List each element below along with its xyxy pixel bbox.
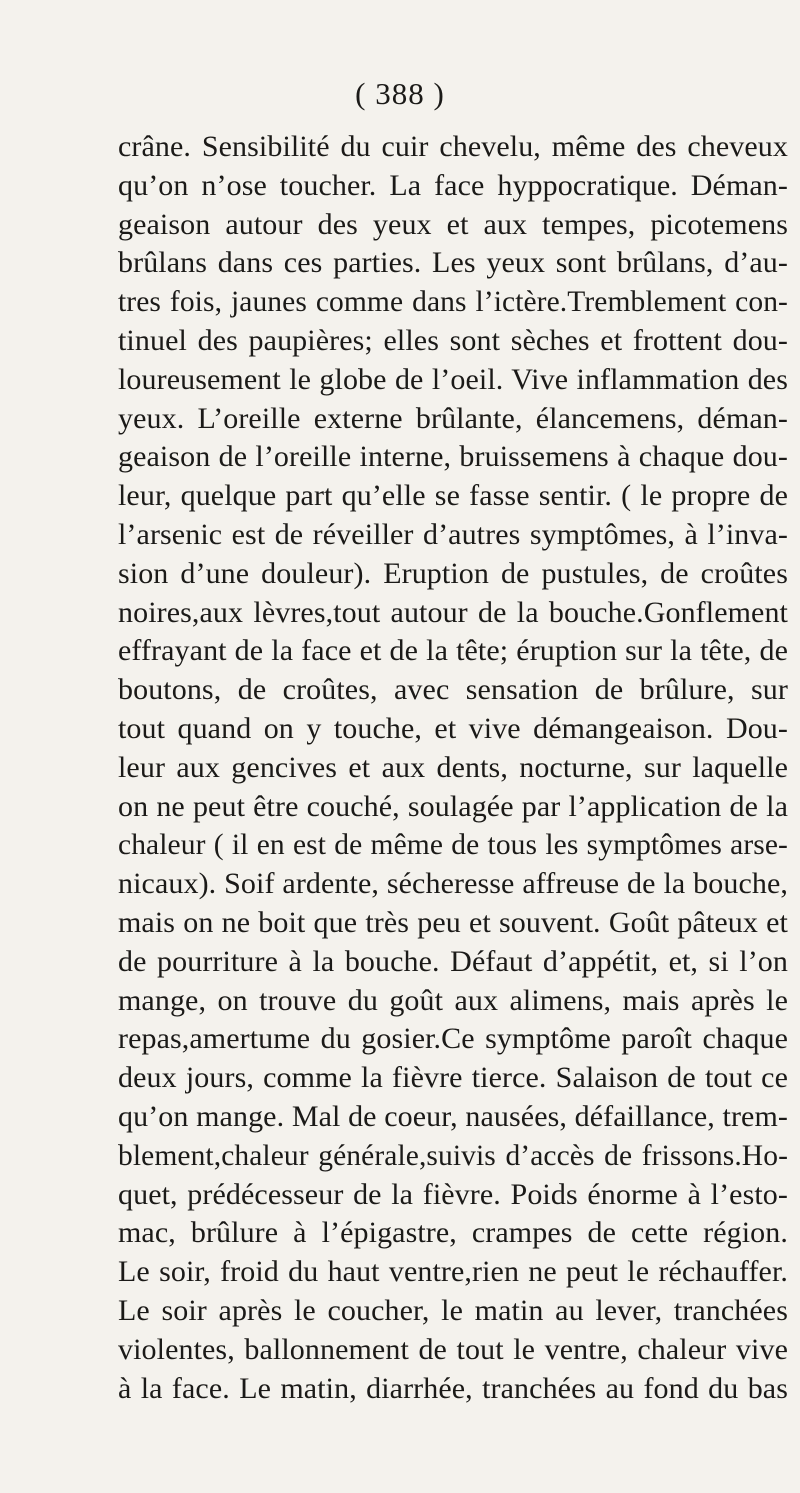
- text-line: blement,chaleur générale,suivis d’accès de frissons.Ho-: [118, 1139, 788, 1172]
- text-line: tres fois, jaunes comme dans l’ictère.Tremblement con-: [118, 286, 788, 319]
- text-line: Le soir après le coucher, le matin au lever, tranchées: [118, 1293, 788, 1327]
- text-line: tout quand on y touche, et vive démangeaison. Dou-: [118, 711, 788, 745]
- text-line: nicaux). Soif ardente, sécheresse affreuse de la bouche,: [118, 867, 788, 901]
- text-line: violentes, ballonnement de tout le ventre, chaleur vive: [118, 1332, 788, 1366]
- text-line: boutons, de croûtes, avec sensation de brûlure, sur: [118, 673, 788, 707]
- text-line: geaison de l’oreille interne, bruissemens à chaque dou-: [118, 440, 788, 474]
- text-line: mac, brûlure à l’épigastre, crampes de cette région.: [118, 1216, 788, 1250]
- text-line: l’arsenic est de réveiller d’autres symptômes, à l’inva-: [118, 517, 788, 551]
- text-line: sion d’une douleur). Eruption de pustules, de croûtes: [118, 556, 788, 590]
- text-line: loureusement le globe de l’oeil. Vive inflammation des: [118, 362, 788, 396]
- text-line: leur aux gencives et aux dents, nocturne, sur laquelle: [118, 750, 788, 784]
- text-line: crâne. Sensibilité du cuir chevelu, même des cheveux: [118, 130, 788, 163]
- text-line: mais on ne boit que très peu et souvent. Goût pâteux et: [118, 905, 788, 939]
- page-number: ( 388 ): [355, 76, 445, 111]
- text-line: leur, quelque part qu’elle se fasse sentir. ( le propre de: [118, 479, 788, 513]
- text-line: mange, on trouve du goût aux alimens, mais après le: [118, 983, 788, 1017]
- body-text: [118, 128, 788, 1408]
- text-line: chaleur ( il en est de même de tous les symptômes arse-: [118, 829, 788, 862]
- text-line: de pourriture à la bouche. Défaut d’appétit, et, si l’on: [118, 944, 788, 978]
- text-line: quet, prédécesseur de la fièvre. Poids énorme à l’esto-: [118, 1177, 788, 1211]
- text-line: on ne peut être couché, soulagée par l’application de la: [118, 789, 788, 823]
- text-line: Le soir, froid du haut ventre,rien ne peut le réchauffer.: [118, 1255, 788, 1289]
- text-line: tinuel des paupières; elles sont sèches et frottent dou-: [118, 323, 788, 357]
- text-line: deux jours, comme la fièvre tierce. Salaison de tout ce: [118, 1061, 788, 1095]
- text-line: yeux. L’oreille externe brûlante, élancemens, déman-: [118, 401, 788, 435]
- text-line: brûlans dans ces parties. Les yeux sont brûlans, d’au-: [118, 246, 788, 280]
- text-line: qu’on n’ose toucher. La face hyppocratique. Déman-: [118, 168, 788, 202]
- text-line: noires,aux lèvres,tout autour de la bouche.Gonflement: [118, 595, 788, 629]
- text-line: effrayant de la face et de la tête; éruption sur la tête, de: [118, 634, 788, 668]
- text-line: à la face. Le matin, diarrhée, tranchées au fond du bas: [118, 1371, 788, 1405]
- text-line: geaison autour des yeux et aux tempes, picotemens: [118, 207, 788, 241]
- text-line: repas,amertume du gosier.Ce symptôme paroît chaque: [118, 1022, 788, 1056]
- text-line: qu’on mange. Mal de coeur, nausées, défaillance, trem-: [118, 1099, 788, 1133]
